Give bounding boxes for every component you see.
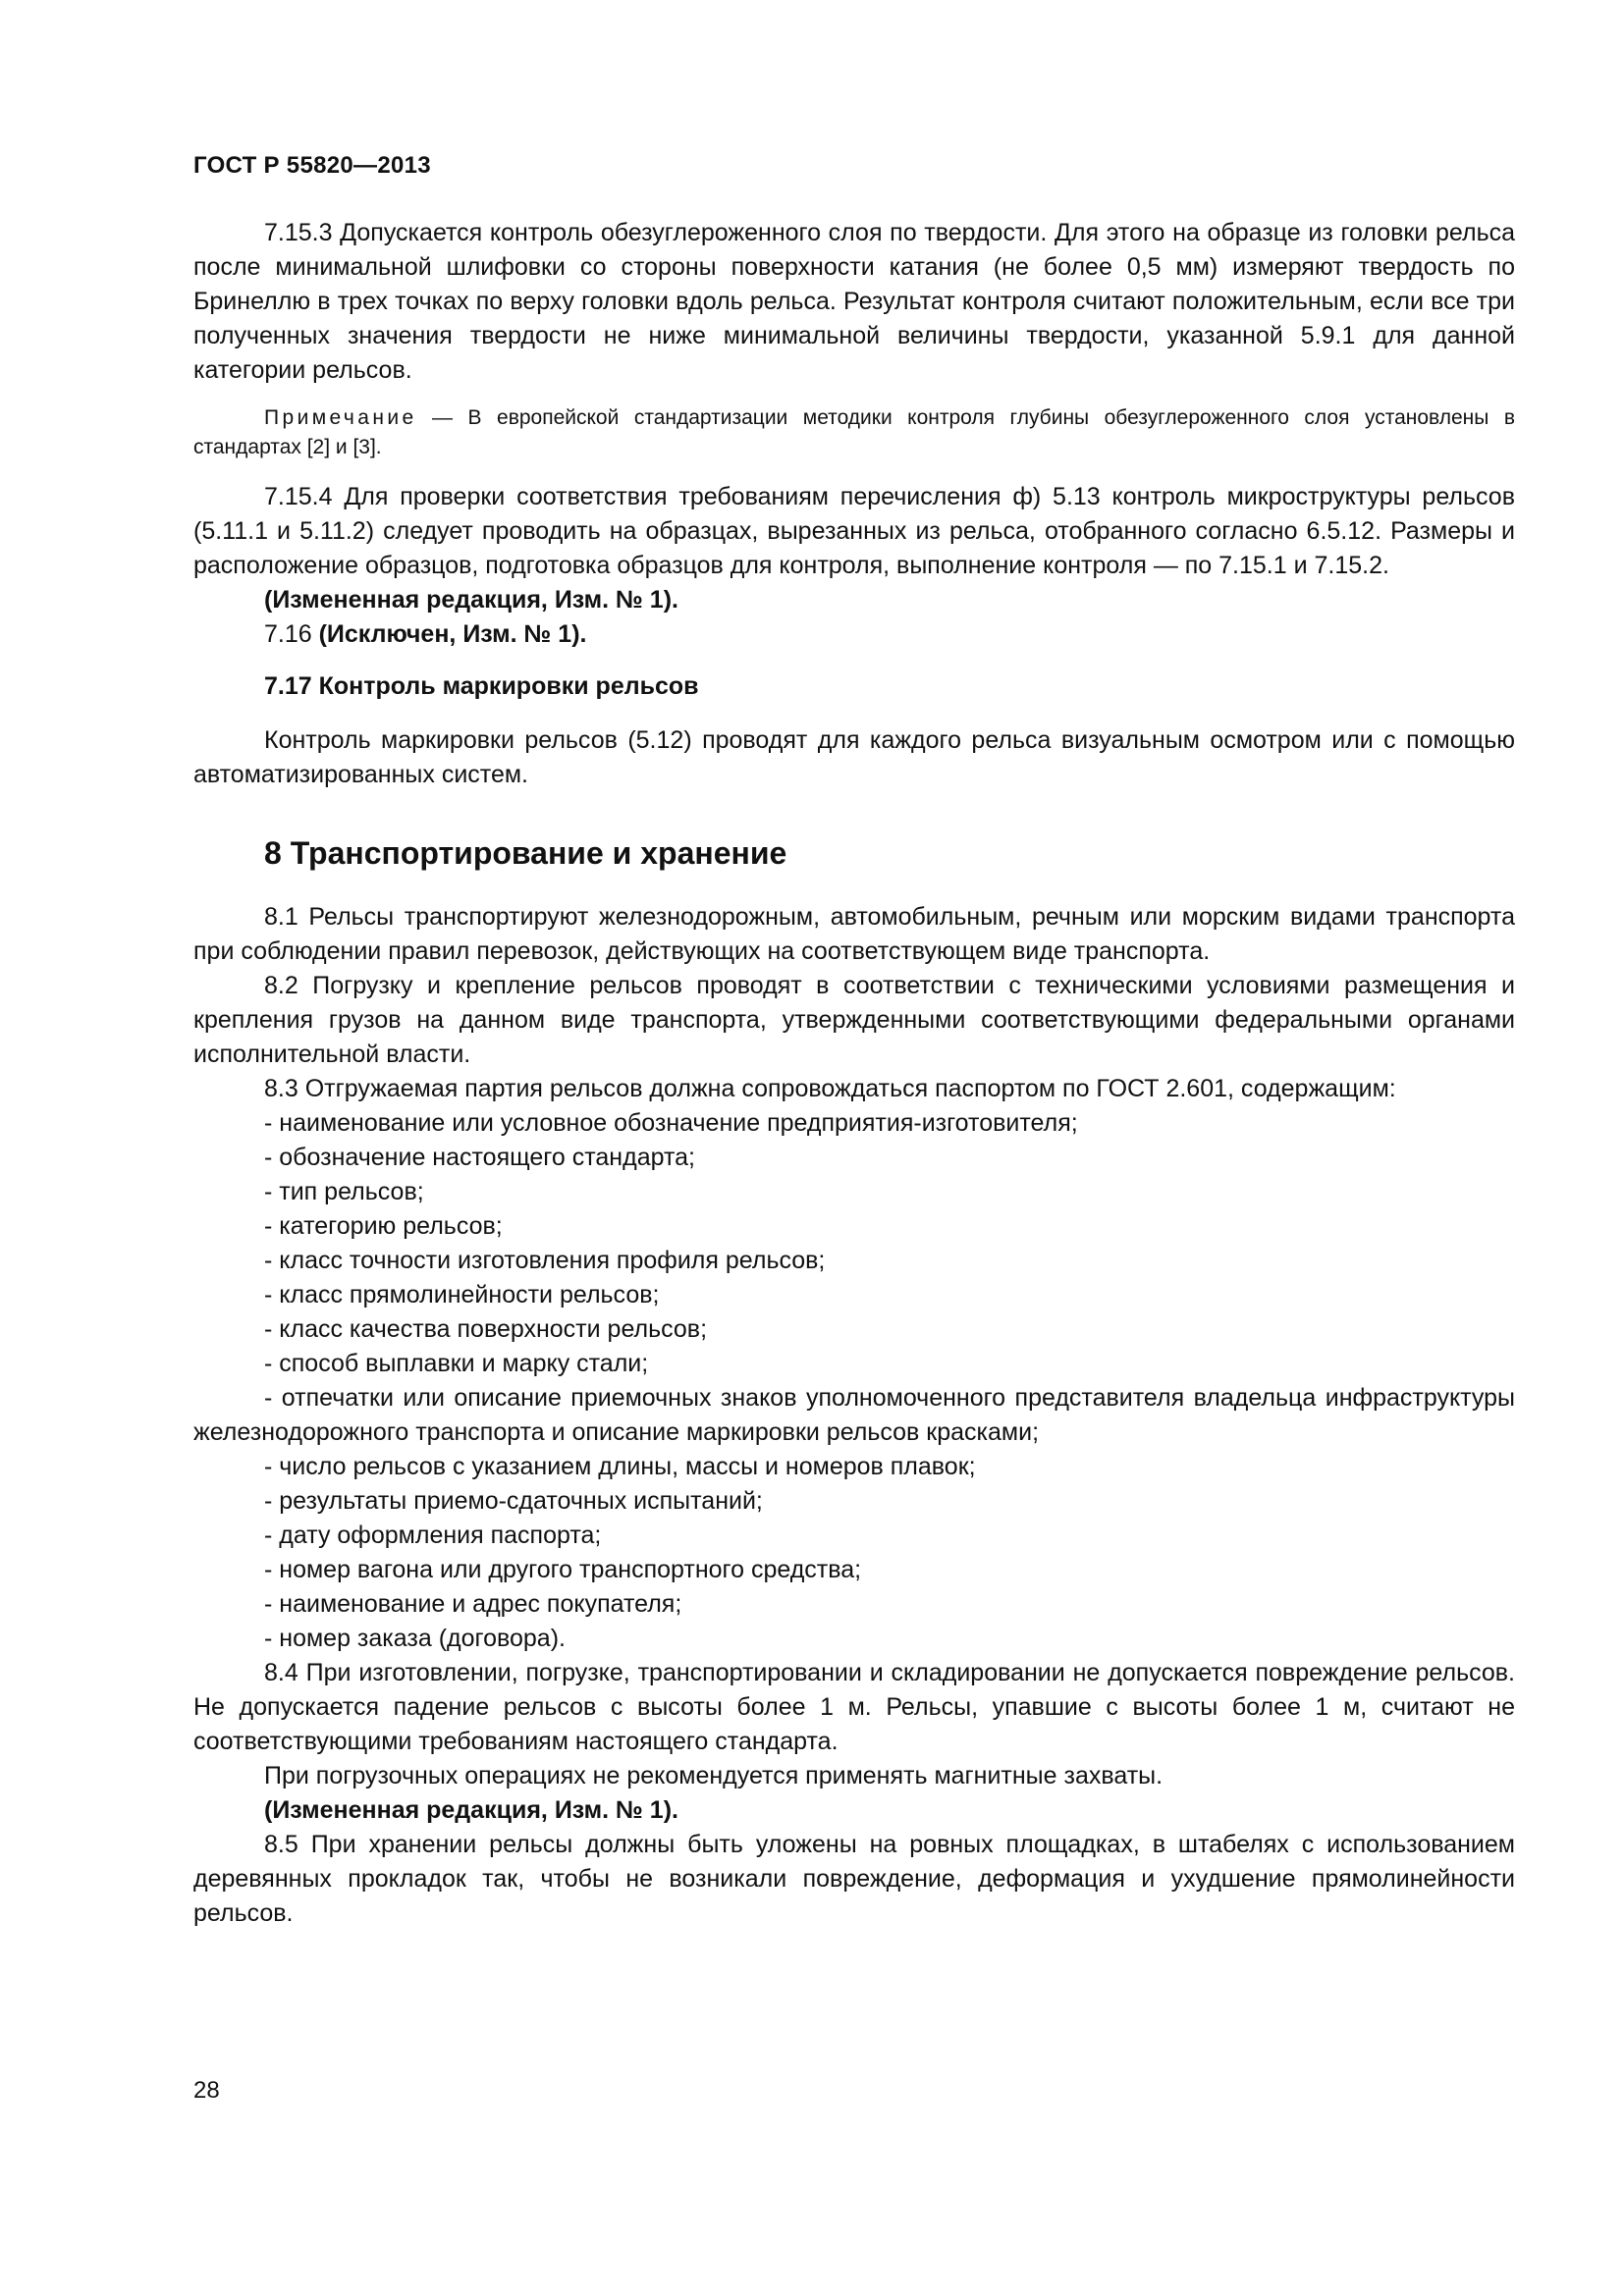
paragraph-8-4-note: При погрузочных операциях не рекомендуется применять магнитные захваты.: [264, 1762, 1164, 1789]
list-item: - наименование и адрес покупателя;: [264, 1590, 682, 1618]
list-item: - число рельсов с указанием длины, массы и номеров плавок;: [264, 1453, 976, 1480]
paragraph-8-5: 8.5 При хранении рельсы должны быть уложены на ровных площадках, в штабелях с использованием деревянных прокладок так, чтобы не возникали повреждение, деформация и ухудшение прямолинейности рельсов.: [193, 1831, 1515, 1927]
note-label: Примечание: [264, 406, 417, 429]
section-8-heading: 8 Транспортирование и хранение: [264, 835, 787, 871]
list-item: - способ выплавки и марку стали;: [264, 1350, 649, 1377]
note: [193, 403, 1515, 462]
list-item: - результаты приемо-сдаточных испытаний;: [264, 1487, 763, 1515]
paragraph-7-17: Контроль маркировки рельсов (5.12) проводят для каждого рельса визуальным осмотром или с помощью автоматизированных систем.: [193, 726, 1515, 788]
list-item: - номер заказа (договора).: [264, 1625, 566, 1652]
passport-contents-list: [193, 1106, 1515, 1656]
document-body: [193, 216, 1515, 1931]
paragraph-7-15-3: 7.15.3 Допускается контроль обезуглероженного слоя по твердости. Для этого на образце из головки рельса после минимальной шлифовки со стороны поверхности катания (не более 0,5 мм) измеряют твердость по Бринеллю в трех точках по верху головки вдоль рельса. Результат контроля считают положительным, если все три полученных значения твердости не ниже минимальной величины твердости, указанной 5.9.1 для данной категории рельсов.: [193, 219, 1515, 384]
list-item: - категорию рельсов;: [264, 1212, 503, 1240]
paragraph-8-3: 8.3 Отгружаемая партия рельсов должна сопровождаться паспортом по ГОСТ 2.601, содержащим:: [264, 1075, 1396, 1102]
note-text: — В европейской стандартизации методики контроля глубины обезуглероженного слоя установлены в стандартах [2] и [3].: [193, 406, 1515, 458]
heading-7-17: 7.17 Контроль маркировки рельсов: [264, 672, 699, 700]
list-item: - дату оформления паспорта;: [264, 1522, 602, 1549]
list-item: - класс точности изготовления профиля рельсов;: [264, 1247, 826, 1274]
list-item: - наименование или условное обозначение предприятия-изготовителя;: [264, 1109, 1078, 1137]
clause-7-16-number: 7.16: [264, 620, 319, 648]
paragraph-8-1: 8.1 Рельсы транспортируют железнодорожным, автомобильным, речным или морским видами транспорта при соблюдении правил перевозок, действующих на соответствующем виде транспорта.: [193, 903, 1515, 965]
page-number: 28: [193, 2077, 220, 2104]
paragraph-8-2: 8.2 Погрузку и крепление рельсов проводят в соответствии с техническими условиями размещения и крепления грузов на данном виде транспорта, утвержденными соответствующими федеральными органами исполнительной власти.: [193, 972, 1515, 1068]
paragraph-8-4: 8.4 При изготовлении, погрузке, транспортировании и складировании не допускается повреждение рельсов. Не допускается падение рельсов с высоты более 1 м. Рельсы, упавшие с высоты более 1 м, считают не соответствующими требованиям настоящего стандарта.: [193, 1659, 1515, 1755]
list-item: - класс прямолинейности рельсов;: [264, 1281, 660, 1308]
document-header-code: ГОСТ Р 55820—2013: [193, 152, 431, 179]
amendment-note-1: (Измененная редакция, Изм. № 1).: [264, 586, 678, 614]
list-item: - обозначение настоящего стандарта;: [264, 1144, 695, 1171]
list-item: - отпечатки или описание приемочных знаков уполномоченного представителя владельца инфраструктуры железнодорожного транспорта и описание маркировки рельсов красками;: [193, 1384, 1515, 1446]
list-item: - номер вагона или другого транспортного средства;: [264, 1556, 862, 1583]
paragraph-7-16: [193, 617, 1515, 652]
list-item: - тип рельсов;: [264, 1178, 424, 1205]
clause-7-16-excluded: (Исключен, Изм. № 1).: [318, 620, 587, 648]
amendment-note-2: (Измененная редакция, Изм. № 1).: [264, 1796, 678, 1824]
list-item: - класс качества поверхности рельсов;: [264, 1315, 708, 1343]
paragraph-7-15-4: 7.15.4 Для проверки соответствия требованиям перечисления ф) 5.13 контроль микроструктуры рельсов (5.11.1 и 5.11.2) следует проводить на образцах, вырезанных из рельса, отобранного согласно 6.5.12. Размеры и расположение образцов, подготовка образцов для контроля, выполнение контроля — по 7.15.1 и 7.15.2.: [193, 483, 1515, 579]
